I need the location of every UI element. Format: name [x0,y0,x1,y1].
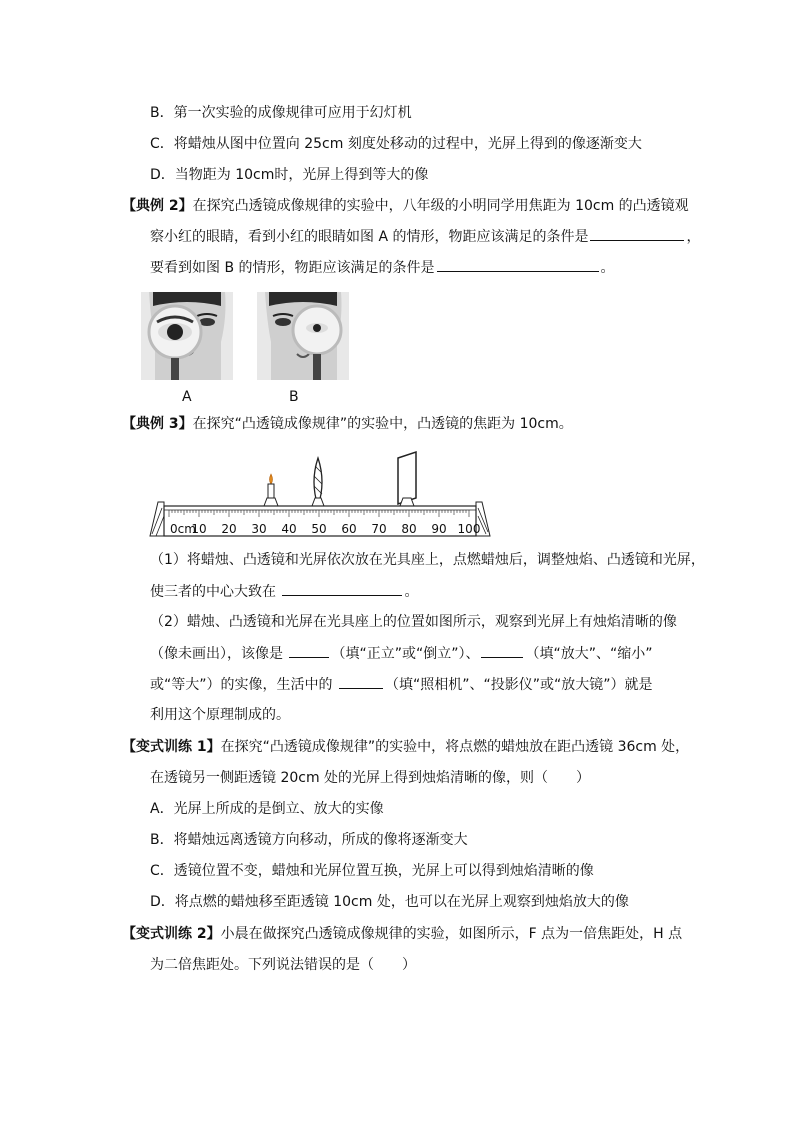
variant1-option-b: B．将蜡烛远离透镜方向移动，所成的像将逐渐变大 [150,832,468,848]
variant2-text1: 小晨在做探究凸透镜成像规律的实验，如图所示，F 点为一倍焦距处，H 点 [220,926,683,942]
optical-bench-diagram [140,446,500,546]
example3-p2c [150,674,653,695]
example2-text2: 察小红的眼睛，看到小红的眼睛如图 A 的情形，物距应该满足的条件是 [150,229,589,245]
variant1-option-d: D．将点燃的蜡烛移至距透镜 10cm 处，也可以在光屏上观察到烛焰放大的像 [150,894,629,910]
example3-p1c: 。 [404,584,419,600]
variant1-tag: 【变式训练 1】 [122,739,221,755]
ruler-tick-label: 40 [281,522,297,536]
variant1-line2: 在透镜另一侧距透镜 20cm 处的光屏上得到烛焰清晰的像，则（ ） [150,770,591,786]
candle-flame [270,474,273,484]
example2-period: 。 [600,260,615,276]
variant2-line2: 为二倍焦距处。下列说法错误的是（ ） [150,957,416,973]
example3-p2d: 利用这个原理制成的。 [150,707,290,723]
example3-line1 [122,414,573,434]
example3-p2b [150,643,652,664]
example3-p1a: （1）将蜡烛、凸透镜和光屏依次放在光具座上，点燃蜡烛后，调整烛焰、凸透镜和光屏， [150,552,705,568]
example3-blank-3[interactable] [481,643,523,658]
ruler-tick-label: 50 [311,522,327,536]
variant1-text1: 在探究“凸透镜成像规律”的实验中，将点燃的蜡烛放在距凸透镜 36cm 处， [220,739,690,755]
example2-text3: 要看到如图 B 的情形，物距应该满足的条件是 [150,260,435,276]
example3-blank-1[interactable] [282,581,402,596]
example2-tag: 【典例 2】 [122,198,193,214]
light-screen [398,452,416,504]
example3-p1b [150,581,418,602]
q1-option-c: C．将蜡烛从图中位置向 25cm 刻度处移动的过程中，光屏上得到的像逐渐变大 [150,136,642,152]
ruler-tick-label: 10 [191,522,207,536]
example3-p2b3: （填“放大”、“缩小” [525,646,653,662]
example2-line2 [150,226,700,247]
example3-p1b-text: 使三者的中心大致在 [150,584,276,600]
ruler-tick-label: 60 [341,522,357,536]
ruler-tick-label: 80 [401,522,417,536]
variant1-option-c: C．透镜位置不变，蜡烛和光屏位置互换，光屏上可以得到烛焰清晰的像 [150,863,594,879]
example2-blank-b[interactable] [437,257,599,272]
example3-p2b1: （像未画出），该像是 [150,646,283,662]
example3-p2b2: （填“正立”或“倒立”）、 [331,646,480,662]
example3-p2c2: （填“照相机”、“投影仪”或“放大镜”）就是 [384,677,653,693]
example2-line1 [122,196,689,216]
example3-blank-4[interactable] [339,674,383,689]
variant1-option-a: A．光屏上所成的是倒立、放大的实像 [150,801,384,817]
example3-blank-2[interactable] [289,643,329,658]
example2-text1: 在探究凸透镜成像规律的实验中，八年级的小明同学用焦距为 10cm 的凸透镜观 [192,198,689,214]
ruler-tick-label: 0cm [170,522,196,536]
photo-b-magnifier-eye [257,292,349,380]
ruler-tick-label: 90 [431,522,447,536]
example2-comma: ， [686,229,701,245]
example2-blank-a[interactable] [590,226,684,241]
example3-p2c1: 或“等大”）的实像，生活中的 [150,677,333,693]
variant2-line1 [122,924,682,944]
variant1-line1 [122,737,689,757]
variant2-tag: 【变式训练 2】 [122,926,221,942]
ruler-tick-label: 100 [457,522,481,536]
q1-option-b: B．第一次实验的成像规律可应用于幻灯机 [150,105,412,121]
caption-b: B [289,389,299,405]
ruler-tick-label: 70 [371,522,387,536]
ruler-tick-label: 20 [221,522,237,536]
q1-option-d: D．当物距为 10cm时，光屏上得到等大的像 [150,167,429,183]
example3-p2a: （2）蜡烛、凸透镜和光屏在光具座上的位置如图所示，观察到光屏上有烛焰清晰的像 [150,614,677,630]
candle [268,484,274,498]
photo-a-magnifier-eye [141,292,233,380]
example3-tag: 【典例 3】 [122,416,193,432]
caption-a: A [182,389,192,405]
example2-line3 [150,257,615,278]
ruler-tick-label: 30 [251,522,267,536]
example3-text1: 在探究“凸透镜成像规律”的实验中，凸透镜的焦距为 10cm。 [192,416,573,432]
